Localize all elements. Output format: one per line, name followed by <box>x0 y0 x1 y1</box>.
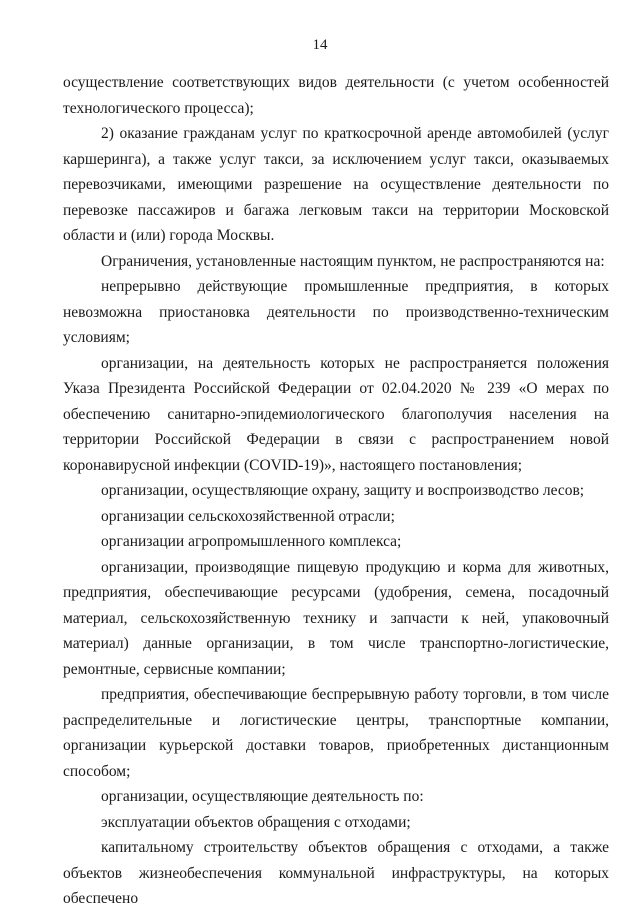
paragraph: Ограничения, установленные настоящим пунктом, не распространяются на: <box>101 252 605 270</box>
paragraph: организации, на деятельность которых не распространяется положения Указа Президента Российской Федерации от 02.04.2020 № 239 «О мерах по обеспечению санитарно-эпидемиологического благополучия населения на территории Российской Федерации в связи с распространением новой коронавирусной инфекции (COVID-19)», настоящего постановления; <box>63 354 609 474</box>
paragraph: непрерывно действующие промышленные предприятия, в которых невозможна приостановка деятельности по производственно-техническим условиям; <box>63 278 609 346</box>
paragraph: организации агропромышленного комплекса; <box>101 533 402 550</box>
paragraph: 2) оказание гражданам услуг по краткосрочной аренде автомобилей (услуг каршеринга), а также услуг такси, за исключением услуг такси, оказываемых перевозчиками, имеющими разрешение на осуществление деятельности по перевозке пассажиров и багажа легковым такси на территории Московской области и (или) города Москвы. <box>63 125 609 244</box>
paragraph: капитальному строительству объектов обращения с отходами, а также объектов жизнеобеспечения коммунальной инфраструктуры, на которых обеспечено <box>63 839 609 907</box>
page-number: 14 <box>312 37 328 53</box>
paragraph: предприятия, обеспечивающие беспрерывную работу торговли, в том числе распределительные и логистические центры, транспортные компании, организации курьерской доставки товаров, приобретенных дистанционным способом; <box>63 686 609 780</box>
paragraph: организации, производящие пищевую продукцию и корма для животных, предприятия, обеспечивающие ресурсами (удобрения, семена, посадочный материал, сельскохозяйственную технику и запчасти к ней, упаковочный материал) данные организации, в том числе транспортно-логистические, ремонтные, сервисные компании; <box>63 558 609 678</box>
paragraph: организации, осуществляющие охрану, защиту и воспроизводство лесов; <box>101 482 585 499</box>
paragraph: организации, осуществляющие деятельность по: <box>101 788 424 805</box>
body-text <box>63 70 609 912</box>
paragraph: организации сельскохозяйственной отрасли; <box>101 507 395 525</box>
paragraph: осуществление соответствующих видов деятельности (с учетом особенностей технологического процесса); <box>63 74 609 117</box>
paragraph: эксплуатации объектов обращения с отходами; <box>101 813 411 831</box>
